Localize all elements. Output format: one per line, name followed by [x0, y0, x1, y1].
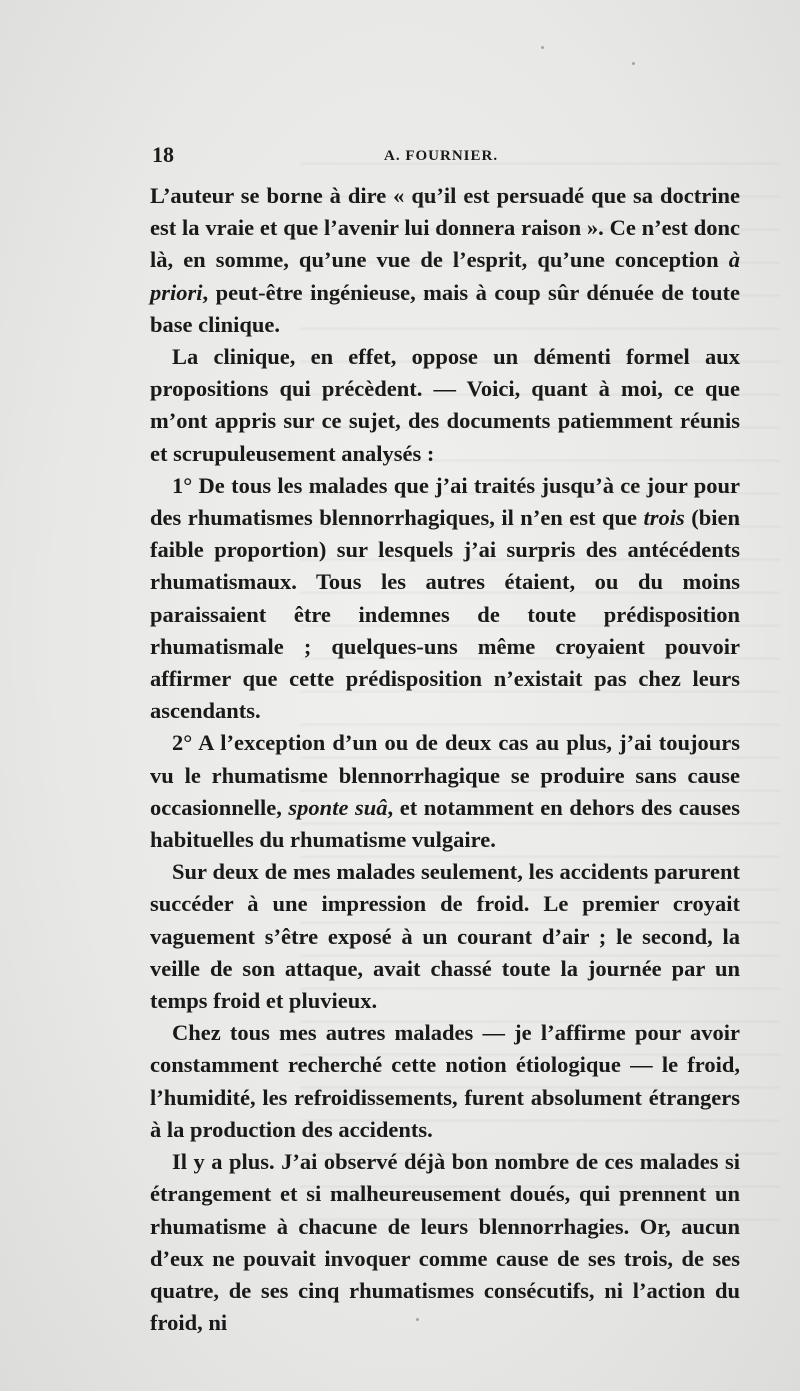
running-head: A. FOURNIER. [384, 148, 499, 164]
paragraph-6: Chez tous mes autres malades — je l’affirme pour avoir constamment recherché cette notion étiologique — le froid, l’humidité, les refroidissements, furent absolument étrangers à la production des accidents. [150, 1020, 740, 1142]
paper-speck [632, 62, 635, 65]
paper-speck [416, 1318, 419, 1321]
paragraph-4 [150, 727, 740, 856]
paragraph-1 [150, 180, 740, 341]
paper-speck [541, 46, 544, 49]
body-text [150, 180, 740, 1339]
paragraph-1-italic: à priori [150, 247, 740, 305]
paragraph-4-italic: sponte suâ [288, 794, 388, 820]
paragraph-3-italic: trois [643, 505, 685, 531]
paragraph-3 [150, 470, 740, 728]
paragraph-3-text-end: (bien faible proportion) sur lesquels j’ai surpris des antécédents rhumatismaux. Tous les autres étaient, ou du moins paraissaient être indemnes de toute prédisposition rhumatismale ; quelques-uns même croyaient pouvoir affirmer que cette prédisposition n’existait pas chez leurs ascendants. [150, 505, 740, 724]
paragraph-1-text: L’auteur se borne à dire « qu’il est persuadé que sa doctrine est la vraie et que l’avenir lui donnera raison ». Ce n’est donc là, en somme, qu’une vue de l’esprit, qu’une conception [150, 183, 740, 273]
paragraph-4-text-end: , et notamment en dehors des causes habituelles du rhumatisme vulgaire. [150, 794, 740, 853]
page-header [152, 142, 742, 172]
paragraph-3-text: 1° De tous les malades que j’ai traités jusqu’à ce jour pour des rhumatismes blennorrhagiques, il n’en est que [150, 472, 740, 531]
paragraph-1-text-end: , peut-être ingénieuse, mais à coup sûr dénuée de toute base clinique. [150, 279, 740, 337]
page-number: 18 [152, 142, 174, 167]
paragraph-4-text: 2° A l’exception d’un ou de deux cas au plus, j’ai toujours vu le rhumatisme blennorrhagique se produire sans cause occasionnelle, [150, 730, 740, 820]
paragraph-5: Sur deux de mes malades seulement, les accidents parurent succéder à une impression de froid. Le premier croyait vaguement s’être exposé à un courant d’air ; le second, la veille de son attaque, avait chassé toute la journée par un temps froid et pluvieux. [150, 859, 740, 1014]
paragraph-7: Il y a plus. J’ai observé déjà bon nombre de ces malades si étrangement et si malheureusement doués, qui prennent un rhumatisme à chacune de leurs blennorrhagies. Or, aucun d’eux ne pouvait invoquer comme cause de ses trois, de ses quatre, de ses cinq rhumatismes consécutifs, ni l’action du froid, ni [150, 1149, 740, 1336]
paragraph-2: La clinique, en effet, oppose un démenti formel aux propositions qui précèdent. — Voici, quant à moi, ce que m’ont appris sur ce sujet, des documents patiemment réunis et scrupuleusement analysés : [150, 344, 740, 466]
